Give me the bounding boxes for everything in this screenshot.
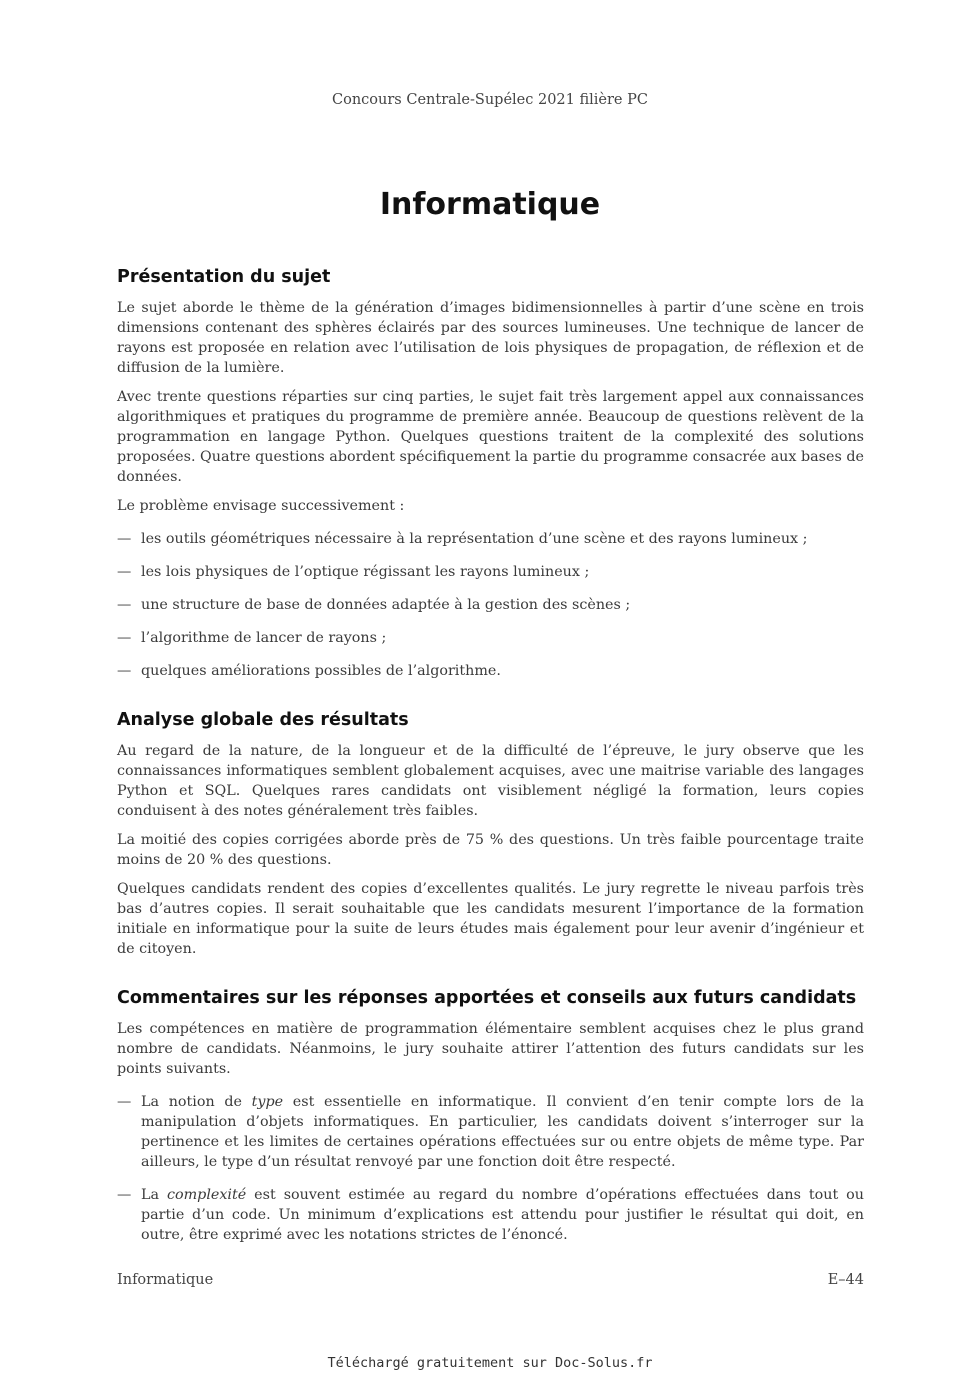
paragraph: Quelques candidats rendent des copies d’excellentes qualités. Le jury regrette le niveau parfois très bas d’autres copies. Il serait souhaitable que les candidats mesurent l’importance de la formation initiale en informatique pour la suite de leurs études mais également pour leur avenir d’ingénieur et de citoyen. (117, 881, 864, 957)
section-analyse (117, 707, 864, 959)
paragraph: Le problème envisage successivement : (117, 498, 405, 514)
emphasis: complexité (167, 1187, 247, 1203)
paragraph: Les compétences en matière de programmation élémentaire semblent acquises chez le plus grand nombre de candidats. Néanmoins, le jury souhaite attirer l’attention des futurs candidats sur les points suivants. (117, 1021, 864, 1077)
footer-subject: Informatique (117, 1272, 214, 1288)
page-number: E–44 (827, 1272, 864, 1288)
paragraph: La moitié des copies corrigées aborde près de 75 % des questions. Un très faible pourcentage traite moins de 20 % des questions. (117, 832, 864, 868)
paragraph: Avec trente questions réparties sur cinq parties, le sujet fait très largement appel aux connaissances algorithmiques et pratiques du programme de première année. Beaucoup de questions relèvent de la programmation en langage Python. Quelques questions traitent de la complexité des solutions proposées. Quatre questions abordent spécifiquement la partie du programme consacrée aux bases de données. (117, 389, 864, 485)
list-item: — les outils géométriques nécessaire à la représentation d’une scène et des rayons lumineux ; (117, 529, 864, 549)
list-item (117, 1185, 864, 1245)
text-segment: est souvent estimée au regard du nombre d’opérations effectuées dans tout ou partie d’un code. Un minimum d’explications est attendu pour justifier le résultat qui doit, en outre, être exprimé avec les notations strictes de l’énoncé. (141, 1187, 864, 1243)
text-segment: La (141, 1187, 167, 1203)
text-segment: est essentielle en informatique. Il convient d’en tenir compte lors de la manipulation d’objets informatiques. En particulier, les candidats doivent s’interroger sur la pertinence et les limites de certaines opérations effectuées sur ou entre objets de même type. Par ailleurs, le type d’un résultat renvoyé par une fonction doit être respecté. (141, 1094, 865, 1170)
running-header: Concours Centrale-Supélec 2021 filière PC (332, 92, 648, 108)
section-heading-commentaires: Commentaires sur les réponses apportées et conseils aux futurs candidats (117, 988, 857, 1008)
list-item (117, 1092, 864, 1172)
paragraph: Le sujet aborde le thème de la génération d’images bidimensionnelles à partir d’une scène en trois dimensions contenant des sphères éclairés par des sources lumineuses. Une technique de lancer de rayons est proposée en relation avec l’utilisation de lois physiques de propagation, de réflexion et de diffusion de la lumière. (117, 300, 864, 376)
section-heading-presentation: Présentation du sujet (117, 267, 331, 287)
document-title: Informatique (379, 187, 601, 222)
topics-list (117, 529, 864, 681)
main-content (117, 264, 864, 1271)
section-presentation (117, 264, 864, 681)
list-item: — quelques améliorations possibles de l’algorithme. (117, 661, 864, 681)
advice-list (117, 1092, 864, 1245)
list-item: — l’algorithme de lancer de rayons ; (117, 628, 864, 648)
section-commentaires (117, 985, 864, 1245)
list-item: — une structure de base de données adaptée à la gestion des scènes ; (117, 595, 864, 615)
paragraph: Au regard de la nature, de la longueur et de la difficulté de l’épreuve, le jury observe que les connaissances informatiques semblent globalement acquises, avec une maitrise variable des langages Python et SQL. Quelques rares candidats ont visiblement négligé la formation, leurs copies conduisent à des notes généralement très faibles. (117, 743, 864, 819)
text-segment: La notion de (141, 1094, 252, 1110)
section-heading-analyse: Analyse globale des résultats (117, 710, 409, 730)
list-item: — les lois physiques de l’optique régissant les rayons lumineux ; (117, 562, 864, 582)
emphasis: type (251, 1094, 284, 1110)
download-note: Téléchargé gratuitement sur Doc-Solus.fr (327, 1355, 653, 1371)
